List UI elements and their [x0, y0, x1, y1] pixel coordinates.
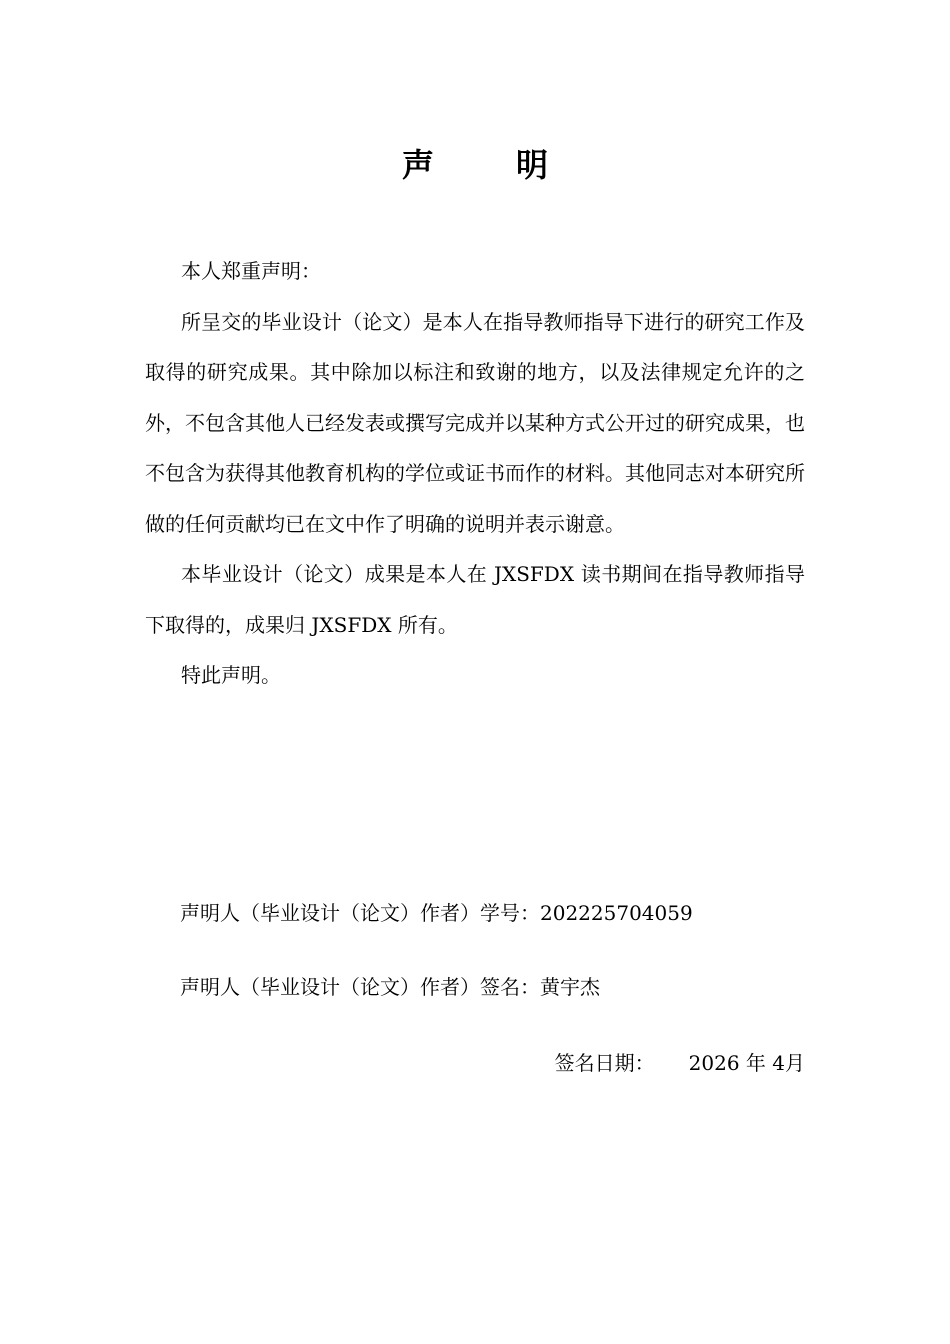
student-id-line: [180, 898, 693, 928]
signature-line: [180, 972, 600, 1002]
date-month: 4: [772, 1051, 785, 1075]
originality-paragraph: 所呈交的毕业设计（论文）是本人在指导教师指导下进行的研究工作及取得的研究成果。其中除加以标注和致谢的地方，以及法律规定允许的之外，不包含其他人已经发表或撰写完成并以某种方式公开过的研究成果，也不包含为获得其他教育机构的学位或证书而作的材料。其他同志对本研究所做的任何贡献均已在文中作了明确的说明并表示谢意。: [145, 309, 805, 536]
page-title: 声明: [401, 146, 630, 184]
date-year-unit: 年: [745, 1051, 766, 1075]
student-id-value: 202225704059: [540, 901, 693, 925]
date-label: 签名日期：: [554, 1051, 655, 1075]
date-year: 2026: [688, 1051, 740, 1075]
ownership-paragraph: 本毕业设计（论文）成果是本人在 JXSFDX 读书期间在指导教师指导下取得的，成果归 JXSFDX 所有。: [145, 562, 805, 637]
signature-label: 声明人（毕业设计（论文）作者）签名：: [180, 975, 540, 999]
closing-statement: 特此声明。: [181, 663, 281, 687]
signature-date-line: [555, 1048, 805, 1078]
student-id-label: 声明人（毕业设计（论文）作者）学号：: [180, 901, 540, 925]
date-month-unit: 月: [785, 1051, 805, 1075]
opening-statement: 本人郑重声明：: [181, 259, 321, 283]
declaration-body: [145, 246, 805, 701]
signature-value: 黄宇杰: [540, 975, 600, 999]
